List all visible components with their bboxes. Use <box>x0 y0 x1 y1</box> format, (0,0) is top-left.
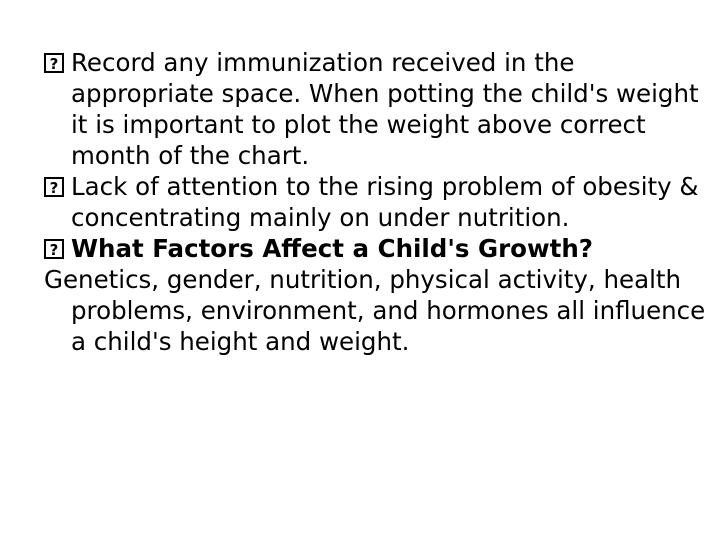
paragraph-immunization <box>44 47 709 171</box>
paragraph-heading-growth-factors <box>44 233 709 264</box>
paragraph-text: Record any immunization received in the appropriate space. When potting the child's weight it is important to plot the weight above correct month of the chart. <box>71 48 699 170</box>
paragraph-text: Lack of attention to the rising problem of obesity & concentrating mainly on under nutrition. <box>71 172 699 232</box>
paragraph-text: Genetics, gender, nutrition, physical activity, health problems, environment, and hormones all influence a child's height and weight. <box>44 265 706 356</box>
heading-text: What Factors Affect a Child's Growth? <box>71 234 593 263</box>
slide-body <box>44 47 709 357</box>
missing-glyph-icon <box>44 53 64 73</box>
paragraph-obesity <box>44 171 709 233</box>
paragraph-growth-factors <box>44 264 709 357</box>
missing-glyph-icon <box>44 177 64 197</box>
missing-glyph-icon <box>44 239 64 259</box>
